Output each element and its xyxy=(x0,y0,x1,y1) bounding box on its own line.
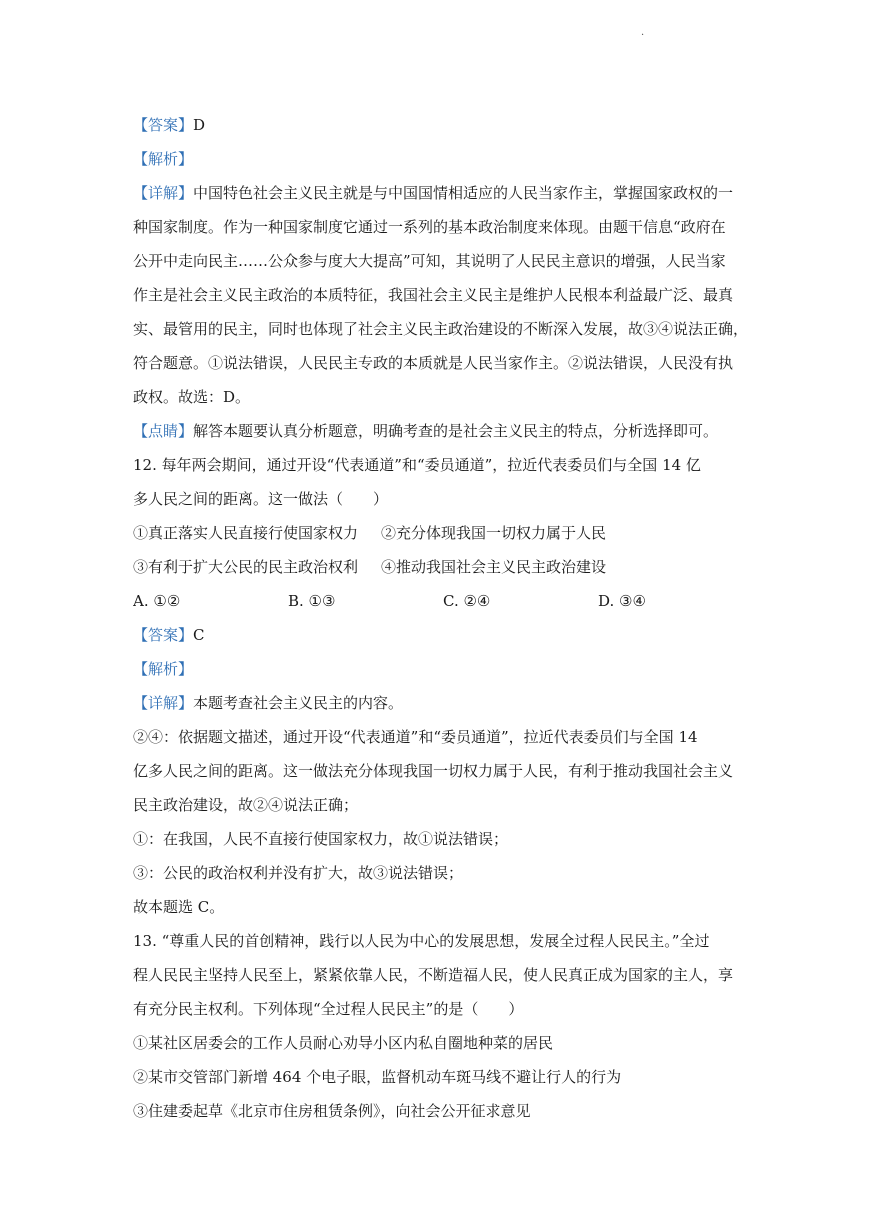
q13-stem: 程人民民主坚持人民至上，紧紧依靠人民，不断造福人民，使人民真正成为国家的主人，享 xyxy=(133,966,734,984)
q12-detail-line: 【详解】本题考查社会主义民主的内容。 xyxy=(133,694,404,712)
q12-detail-line: ①：在我国，人民不直接行使国家权力，故①说法错误； xyxy=(133,830,509,848)
q12-statements-row xyxy=(133,516,753,550)
q11-analysis xyxy=(133,142,753,176)
q11-point: 【点睛】解答本题要认真分析题意，明确考查的是社会主义民主的特点，分析选择即可。 xyxy=(133,422,719,440)
q11-detail-line: 【详解】中国特色社会主义民主就是与中国国情相适应的人民当家作主，掌握国家政权的一 xyxy=(133,184,734,202)
q12-option-b: B. ①③ xyxy=(288,592,336,610)
q11-detail-line: 公开中走向民主……公众参与度大大提高”可知，其说明了人民民主意识的增强，人民当家 xyxy=(133,252,726,270)
q12-option-c: C. ②④ xyxy=(443,592,491,610)
q13-statement: ③住建委起草《北京市住房租赁条例》，向社会公开征求意见 xyxy=(133,1102,531,1120)
analysis-tag: 【解析】 xyxy=(133,660,194,678)
q11-detail-line: 种国家制度。作为一种国家制度它通过一系列的基本政治制度来体现。由题干信息“政府在 xyxy=(133,218,726,236)
q12-answer: 【答案】C xyxy=(133,626,205,644)
q11-detail-line: 政权。故选：D。 xyxy=(133,388,251,406)
q12-statement: ①真正落实人民直接行使国家权力 xyxy=(133,524,359,542)
q12-statement: ②充分体现我国一切权力属于人民 xyxy=(381,524,607,542)
detail-tag: 【详解】 xyxy=(133,694,194,712)
q12-stem: 12. 每年两会期间，通过开设“代表通道”和“委员通道”，拉近代表委员们与全国 14 亿 xyxy=(133,456,701,474)
analysis-tag: 【解析】 xyxy=(133,150,194,168)
detail-tag: 【详解】 xyxy=(133,184,194,202)
q13-stem: 13. “尊重人民的首创精神，践行以人民为中心的发展思想，发展全过程人民民主。”全过 xyxy=(133,932,710,950)
q12-option-d: D. ③④ xyxy=(598,592,646,610)
q12-stem: 多人民之间的距离。这一做法（ ） xyxy=(133,490,389,508)
document-body xyxy=(133,108,753,1128)
header-mark: · xyxy=(641,30,645,41)
q13-statement: ②某市交管部门新增 464 个电子眼，监督机动车斑马线不避让行人的行为 xyxy=(133,1068,622,1086)
q12-analysis xyxy=(133,652,753,686)
answer-tag: 【答案】 xyxy=(133,626,194,644)
q12-detail-line: 故本题选 C。 xyxy=(133,898,225,916)
q12-options-row xyxy=(133,584,753,618)
q12-option-a: A. ①② xyxy=(133,592,181,610)
q11-detail-line: 作主是社会主义民主政治的本质特征，我国社会主义民主是维护人民根本利益最广泛、最真 xyxy=(133,286,734,304)
q12-statement: ④推动我国社会主义民主政治建设 xyxy=(381,558,607,576)
q11-detail-line: 实、最管用的民主，同时也体现了社会主义民主政治建设的不断深入发展，故③④说法正确， xyxy=(133,320,749,338)
q12-statement: ③有利于扩大公民的民主政治权利 xyxy=(133,558,359,576)
point-tag: 【点睛】 xyxy=(133,422,194,440)
q13-stem: 有充分民主权利。下列体现“全过程人民民主”的是（ ） xyxy=(133,1000,524,1018)
q11-answer: 【答案】D xyxy=(133,116,206,134)
q12-statements-row xyxy=(133,550,753,584)
q11-detail-line: 符合题意。①说法错误，人民民主专政的本质就是人民当家作主。②说法错误，人民没有执 xyxy=(133,354,734,372)
q13-statement: ①某社区居委会的工作人员耐心劝导小区内私自圈地种菜的居民 xyxy=(133,1034,554,1052)
q12-detail-line: ②④：依据题文描述，通过开设“代表通道”和“委员通道”，拉近代表委员们与全国 14 xyxy=(133,728,698,746)
q12-detail-line: 民主政治建设，故②④说法正确； xyxy=(133,796,359,814)
q12-detail-line: 亿多人民之间的距离。这一做法充分体现我国一切权力属于人民，有利于推动我国社会主义 xyxy=(133,762,734,780)
answer-tag: 【答案】 xyxy=(133,116,194,134)
q12-detail-line: ③：公民的政治权利并没有扩大，故③说法错误； xyxy=(133,864,464,882)
